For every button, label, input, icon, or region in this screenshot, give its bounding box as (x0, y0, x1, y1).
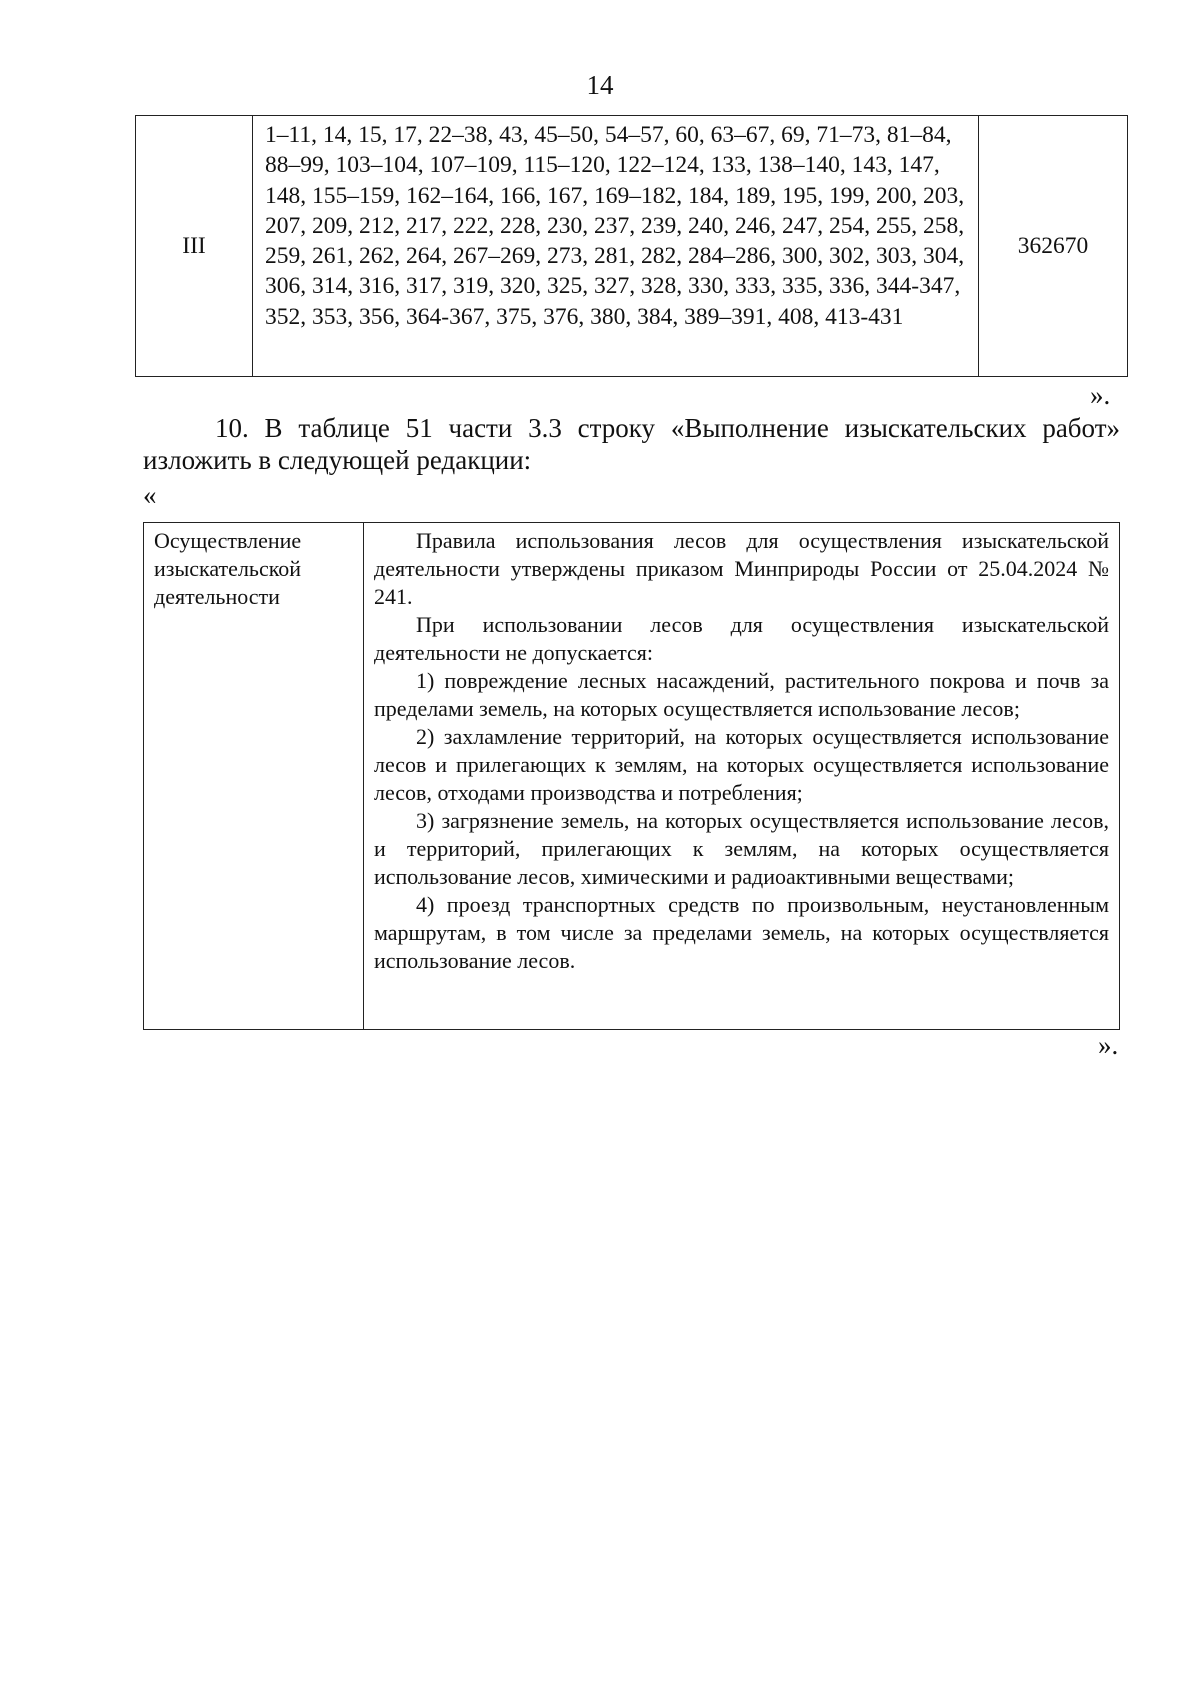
zone-cell: III (136, 116, 253, 377)
activity-name-cell: Осуществление изыскательской деятельности (144, 523, 364, 1030)
table-row (144, 523, 1120, 1030)
rules-paragraph: 1) повреждение лесных насаждений, растительного покрова и почв за пределами земель, на которых осуществляется использование лесов; (374, 668, 1109, 721)
rules-cell (364, 523, 1120, 1030)
forest-use-table (143, 522, 1120, 1030)
table-row (136, 116, 1128, 377)
opening-quote: « (143, 480, 157, 510)
page-number: 14 (586, 70, 614, 100)
rules-paragraph: 2) захламление территорий, на которых осуществляется использование лесов и прилегающих к землям, на которых осуществляется использование лесов, отходами производства и потребления; (374, 724, 1109, 805)
quarters-table (135, 115, 1128, 377)
closing-quote: ». (1098, 1030, 1119, 1060)
quarters-cell: 1–11, 14, 15, 17, 22–38, 43, 45–50, 54–57, 60, 63–67, 69, 71–73, 81–84, 88–99, 103–104, 107–109, 115–120, 122–124, 133, 138–140, 143, 147, 148, 155–159, 162–164, 166, 167, 169–182, 184, 189, 195, 199, 200, 203, 207, 209, 212, 217, 222, 228, 230, 237, 239, 240, 246, 247, 254, 255, 258, 259, 261, 262, 264, 267–269, 273, 281, 282, 284–286, 300, 302, 303, 304, 306, 314, 316, 317, 319, 320, 325, 327, 328, 330, 333, 335, 336, 344-347, 352, 353, 356, 364-367, 375, 376, 380, 384, 389–391, 408, 413-431 (253, 116, 979, 377)
amendment-paragraph: 10. В таблице 51 части 3.3 строку «Выполнение изыскательских работ» изложить в следующей редакции: (143, 413, 1120, 475)
rules-paragraph: Правила использования лесов для осуществления изыскательской деятельности утверждены приказом Минприроды России от 25.04.2024 № 241. (374, 528, 1109, 609)
closing-quote: ». (1090, 380, 1111, 410)
rules-paragraph: 4) проезд транспортных средств по произвольным, неустановленным маршрутам, в том числе за пределами земель, на которых осуществляется использование лесов. (374, 892, 1109, 973)
rules-paragraph: 3) загрязнение земель, на которых осуществляется использование лесов, и территорий, прилегающих к землям, на которых осуществляется использование лесов, химическими и радиоактивными веществами; (374, 808, 1109, 889)
rules-paragraph: При использовании лесов для осуществления изыскательской деятельности не допускается: (374, 612, 1109, 665)
area-cell: 362670 (979, 116, 1128, 377)
